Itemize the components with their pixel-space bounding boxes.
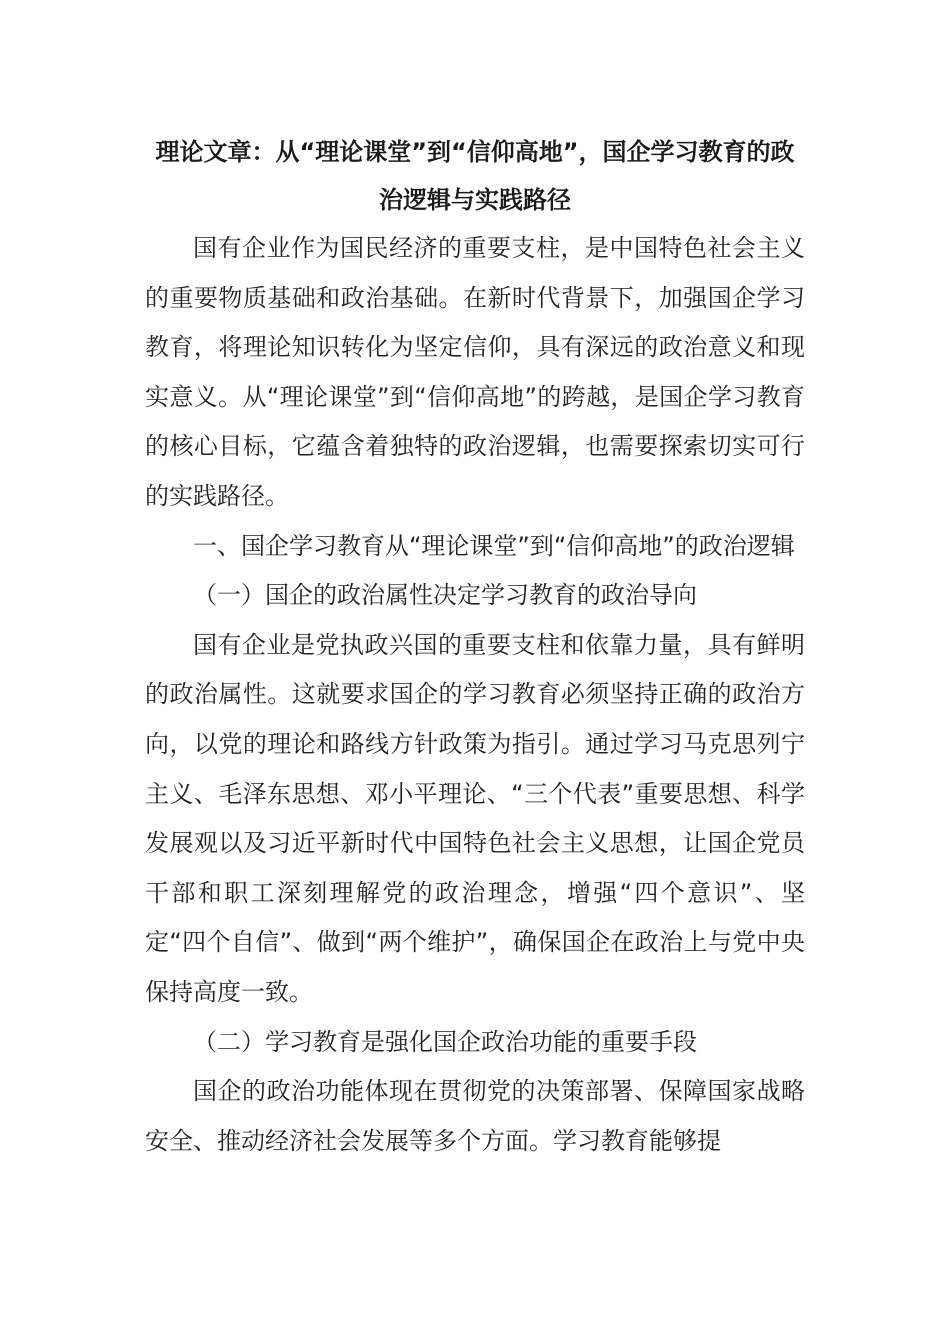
document-title: 理论文章：从“理论课堂”到“信仰高地”，国企学习教育的政治逻辑与实践路径 <box>155 138 795 214</box>
subsection-1-body: 国有企业是党执政兴国的重要支柱和依靠力量，具有鲜明的政治属性。这就要求国企的学习教育必须坚持正确的政治方向，以党的理论和路线方针政策为指引。通过学习马克思列宁主义、毛泽东思想、邓小平理论、“三个代表”重要思想、科学发展观以及习近平新时代中国特色社会主义思想，让国企党员干部和职工深刻理解党的政治理念，增强“四个意识”、坚定“四个自信”、做到“两个维护”，确保国企在政治上与党中央保持高度一致。 <box>145 630 805 1006</box>
subsection-2-body: 国企的政治功能体现在贯彻党的决策部署、保障国家战略安全、推动经济社会发展等多个方面。学习教育能够提 <box>145 1077 805 1155</box>
document-content <box>145 128 805 1166</box>
subsection-1-heading: （一）国企的政治属性决定学习教育的政治导向 <box>193 581 697 610</box>
intro-paragraph: 国有企业作为国民经济的重要支柱，是中国特色社会主义的重要物质基础和政治基础。在新时代背景下，加强国企学习教育，将理论知识转化为坚定信仰，具有深远的政治意义和现实意义。从“理论课堂”到“信仰高地”的跨越，是国企学习教育的核心目标，它蕴含着独特的政治逻辑，也需要探索切实可行的实践路径。 <box>145 234 805 510</box>
section-1-heading: 一、国企学习教育从“理论课堂”到“信仰高地”的政治逻辑 <box>193 531 795 560</box>
subsection-2-heading: （二）学习教育是强化国企政治功能的重要手段 <box>193 1027 697 1056</box>
